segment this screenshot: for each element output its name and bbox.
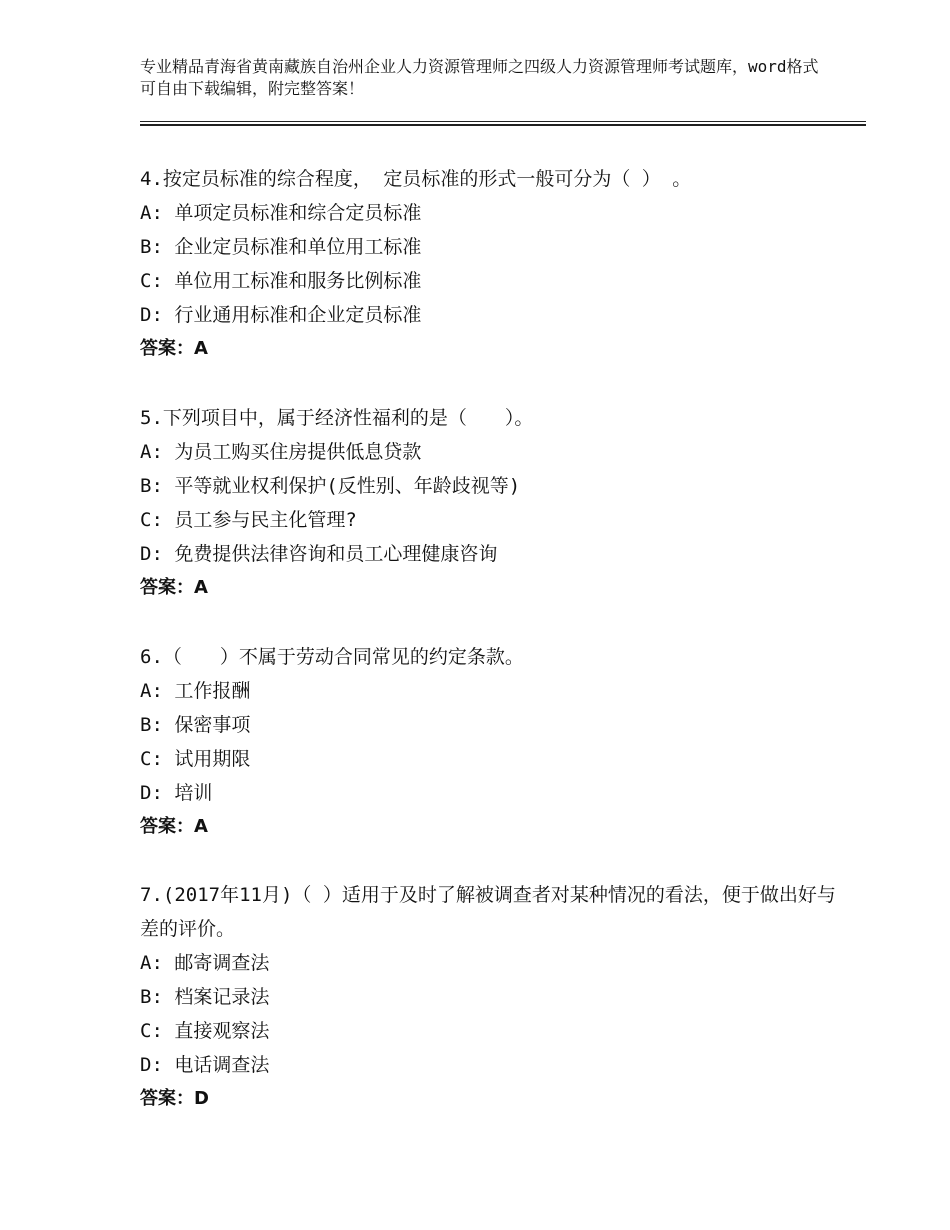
option-b: B: 保密事项 [140,714,251,736]
document-header [140,56,820,100]
option-c: C: 试用期限 [140,748,251,770]
option-c: C: 员工参与民主化管理? [140,509,357,531]
option-c: C: 单位用工标准和服务比例标准 [140,270,422,292]
header-title: 专业精品青海省黄南藏族自治州企业人力资源管理师之四级人力资源管理师考试题库，word格式可自由下载编辑，附完整答案！ [140,57,819,98]
option-b: B: 企业定员标准和单位用工标准 [140,236,422,258]
question-text: 6.（ ）不属于劳动合同常见的约定条款。 [140,646,524,668]
option-c: C: 直接观察法 [140,1020,270,1042]
option-a: A: 工作报酬 [140,680,251,702]
question-text: 7.(2017年11月)（ ）适用于及时了解被调查者对某种情况的看法，便于做出好与差的评价。 [140,884,836,940]
option-b: B: 档案记录法 [140,986,270,1008]
option-b: B: 平等就业权利保护(反性别、年龄歧视等) [140,475,521,497]
question-text: 4.按定员标准的综合程度， 定员标准的形式一般可分为（ ） 。 [140,168,692,190]
option-d: D: 培训 [140,782,213,804]
question-text: 5.下列项目中，属于经济性福利的是（ ）。 [140,407,534,429]
option-a: A: 单项定员标准和综合定员标准 [140,202,422,224]
answer: 答案：A [140,816,208,837]
answer: 答案：A [140,338,208,359]
header-divider [140,121,866,122]
answer: 答案：D [140,1088,209,1109]
question-4 [140,162,840,366]
option-d: D: 电话调查法 [140,1054,270,1076]
option-d: D: 免费提供法律咨询和员工心理健康咨询 [140,543,498,565]
option-d: D: 行业通用标准和企业定员标准 [140,304,422,326]
question-7 [140,878,840,1116]
question-6 [140,640,840,844]
option-a: A: 为员工购买住房提供低息贷款 [140,441,422,463]
question-5 [140,401,840,605]
header-divider-thick [140,124,866,126]
option-a: A: 邮寄调查法 [140,952,270,974]
answer: 答案：A [140,577,208,598]
